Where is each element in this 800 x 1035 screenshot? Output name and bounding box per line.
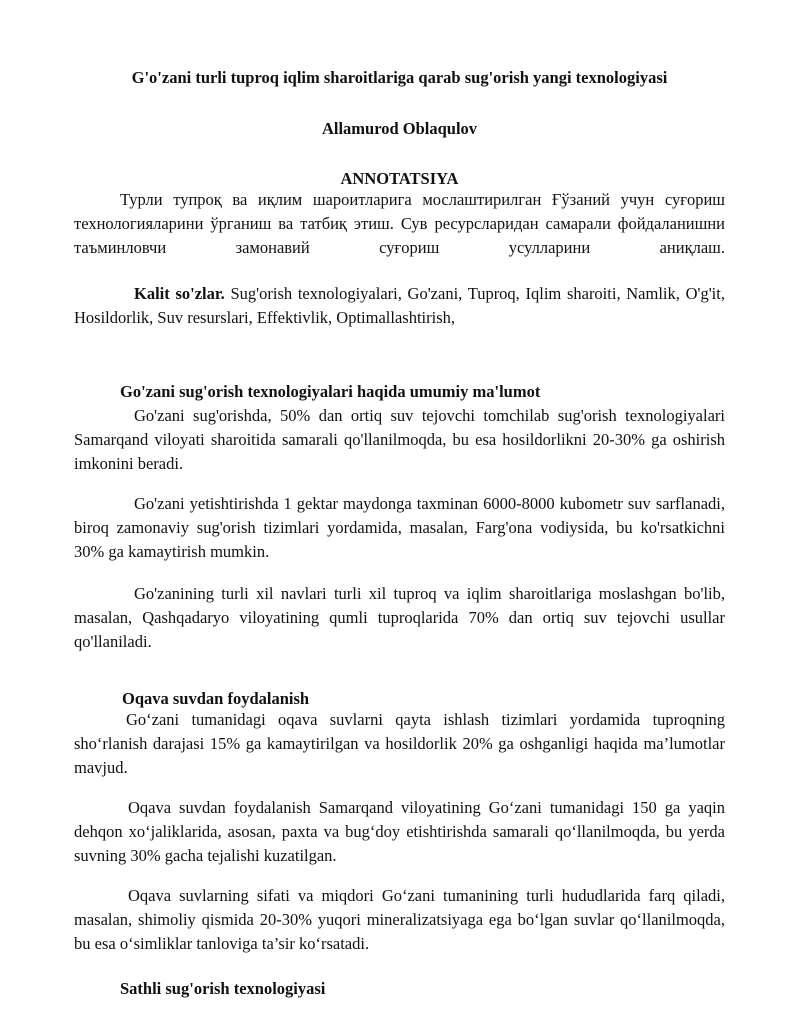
general-paragraph-2: Go'zani yetishtirishda 1 gektar maydonga taxminan 6000-8000 kubometr suv sarflanadi, biroq zamonaviy sug'orish tizimlari yordamida, masalan, Farg'ona vodiysida, bu ko'rsatkichni 30% ga kamaytirish mumkin. (74, 494, 725, 561)
document-title: G'o'zani turli tuproq iqlim sharoitlariga qarab sug'orish yangi texnologiyasi (131, 68, 668, 87)
general-paragraph-3: Go'zanining turli xil navlari turli xil tuproq va iqlim sharoitlariga moslashgan bo'lib, masalan, Qashqadaryo viloyatining qumli tuproqlarida 70% dan ortiq suv tejovchi usullar qo'llaniladi. (74, 584, 725, 651)
wastewater-paragraph-1: Go‘zani tumanidagi oqava suvlarni qayta ishlash tizimlari yordamida tuproqning sho‘rlanish darajasi 15% ga kamaytirilgan va hosildorlik 20% ga oshganligi haqida ma’lumotlar mavjud. (74, 710, 725, 777)
annotation-text: Турли тупроқ ва иқлим шароитларига мослаштирилган Ғўзаний учун суғориш технологияларини ўрганиш ва татбиқ этиш. Сув ресурсларидан самарали фойдаланишни таъминловчи замонавий суғориш усулларини аниқлаш. (74, 190, 725, 257)
wastewater-paragraph-2: Oqava suvdan foydalanish Samarqand viloyatining Go‘zani tumanidagi 150 ga yaqin dehqon xo‘jaliklarida, asosan, paxta va bug‘doy etishtirishda samarali qo‘llanilmoqda, bu yerda suvning 30% gacha tejalishi kuzatilgan. (74, 798, 725, 865)
wastewater-paragraph-3: Oqava suvlarning sifati va miqdori Go‘zani tumanining turli hududlarida farq qiladi, masalan, shimoliy qismida 20-30% yuqori mineralizatsiyaga ega bo‘lgan suvlar qo‘llanilmoqda, bu esa o‘simliklar tanloviga ta’sir ko‘rsatadi. (74, 886, 725, 953)
general-paragraph-1: Go'zani sug'orishda, 50% dan ortiq suv tejovchi tomchilab sug'orish texnologiyalari Samarqand viloyati sharoitida samarali qo'llanilmoqda, bu esa hosildorlikni 20-30% ga oshirish imkonini beradi. (74, 406, 725, 473)
section-heading-general: Go'zani sug'orish texnologiyalari haqida umumiy ma'lumot (120, 382, 541, 401)
author-name: Allamurod Oblaqulov (321, 119, 478, 138)
annotation-heading: ANNOTATSIYA (340, 169, 459, 188)
section-heading-surface-irrigation: Sathli sug'orish texnologiyasi (120, 979, 326, 998)
keywords-paragraph (74, 282, 725, 330)
keywords-label: Kalit so'zlar. (134, 284, 225, 303)
section-heading-wastewater: Oqava suvdan foydalanish (122, 689, 310, 708)
keywords-text: Sug'orish texnologiyalari, Go'zani, Tuproq, Iqlim sharoiti, Namlik, O'g'it, Hosildorlik, Suv resurslari, Effektivlik, Optimallashtirish, (74, 284, 725, 327)
